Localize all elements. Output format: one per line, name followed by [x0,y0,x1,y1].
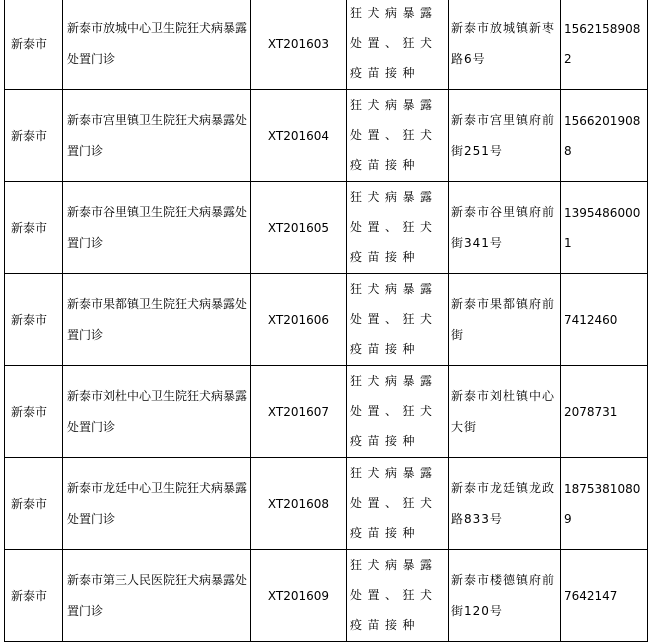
phone-cell: 2078731 [561,366,648,458]
clinic-name-cell: 新泰市果都镇卫生院狂犬病暴露处置门诊 [63,274,251,366]
table-row [5,0,648,90]
address-cell: 新泰市龙廷镇龙政路833号 [449,458,561,550]
clinic-name-cell: 新泰市谷里镇卫生院狂犬病暴露处置门诊 [63,182,251,274]
service-cell: 狂犬病暴露处置、狂犬疫苗接种 [347,0,449,90]
address-cell: 新泰市宫里镇府前街251号 [449,90,561,182]
city-cell: 新泰市 [5,366,63,458]
address-cell: 新泰市谷里镇府前街341号 [449,182,561,274]
clinic-code-cell: XT201605 [251,182,347,274]
city-cell: 新泰市 [5,458,63,550]
clinic-name-cell: 新泰市刘杜中心卫生院狂犬病暴露处置门诊 [63,366,251,458]
table-row [5,458,648,550]
table-row [5,90,648,182]
address-cell: 新泰市放城镇新枣路6号 [449,0,561,90]
clinic-code-cell: XT201607 [251,366,347,458]
table-row [5,182,648,274]
service-cell: 狂犬病暴露处置、狂犬疫苗接种 [347,366,449,458]
table-row [5,366,648,458]
clinic-code-cell: XT201604 [251,90,347,182]
clinic-code-cell: XT201603 [251,0,347,90]
clinic-code-cell: XT201606 [251,274,347,366]
phone-cell: 7412460 [561,274,648,366]
phone-cell: 15621589082 [561,0,648,90]
service-cell: 狂犬病暴露处置、狂犬疫苗接种 [347,550,449,642]
city-cell: 新泰市 [5,90,63,182]
clinic-name-cell: 新泰市龙廷中心卫生院狂犬病暴露处置门诊 [63,458,251,550]
phone-cell: 13954860001 [561,182,648,274]
phone-cell: 15662019088 [561,90,648,182]
table-row [5,550,648,642]
phone-cell: 7642147 [561,550,648,642]
city-cell: 新泰市 [5,274,63,366]
city-cell: 新泰市 [5,0,63,90]
clinic-code-cell: XT201608 [251,458,347,550]
clinic-name-cell: 新泰市宫里镇卫生院狂犬病暴露处置门诊 [63,90,251,182]
clinic-name-cell: 新泰市第三人民医院狂犬病暴露处置门诊 [63,550,251,642]
address-cell: 新泰市果都镇府前街 [449,274,561,366]
service-cell: 狂犬病暴露处置、狂犬疫苗接种 [347,274,449,366]
clinic-name-cell: 新泰市放城中心卫生院狂犬病暴露处置门诊 [63,0,251,90]
phone-cell: 18753810809 [561,458,648,550]
city-cell: 新泰市 [5,550,63,642]
address-cell: 新泰市楼德镇府前街120号 [449,550,561,642]
table-row [5,274,648,366]
service-cell: 狂犬病暴露处置、狂犬疫苗接种 [347,458,449,550]
service-cell: 狂犬病暴露处置、狂犬疫苗接种 [347,90,449,182]
clinic-table [4,0,648,642]
address-cell: 新泰市刘杜镇中心大街 [449,366,561,458]
clinic-code-cell: XT201609 [251,550,347,642]
service-cell: 狂犬病暴露处置、狂犬疫苗接种 [347,182,449,274]
city-cell: 新泰市 [5,182,63,274]
